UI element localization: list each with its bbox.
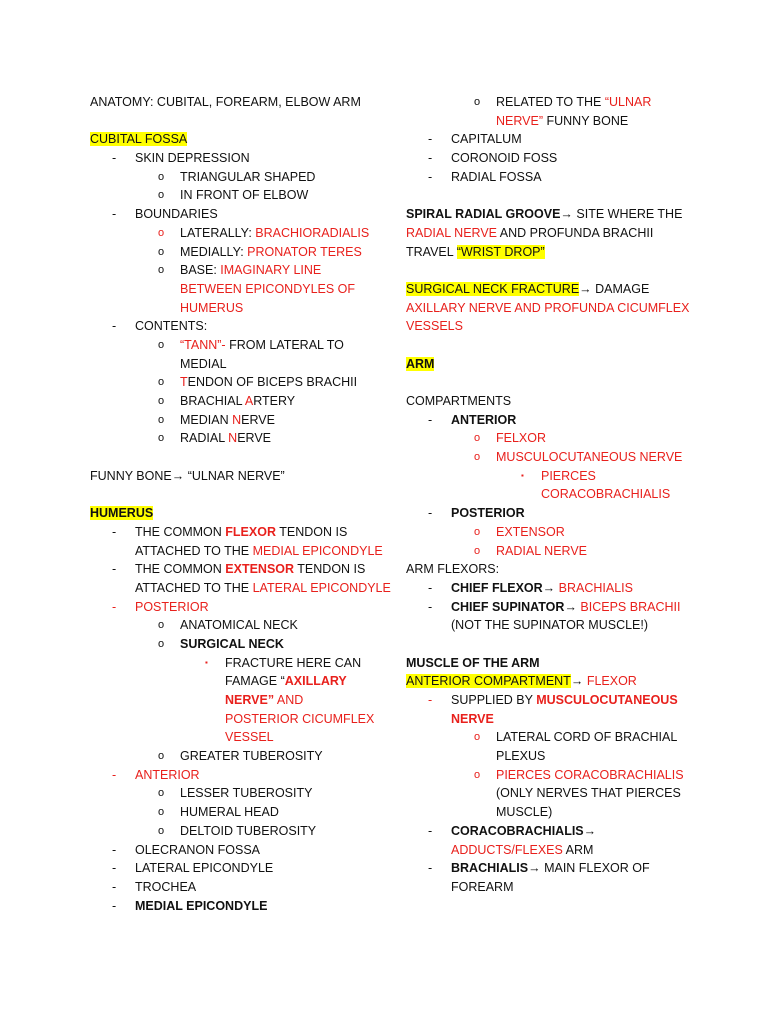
text-segment: → (570, 674, 587, 689)
text-line (406, 317, 696, 336)
list-item (90, 224, 390, 243)
text-line (406, 747, 696, 766)
text-segment: NERVE” (496, 113, 544, 128)
text-segment: FLEXOR (225, 524, 276, 539)
left-column (90, 93, 390, 915)
blank-line (406, 261, 696, 280)
text-segment: AND (274, 693, 304, 707)
circle-bullet-icon: o (158, 170, 165, 183)
text-line (406, 224, 696, 243)
dash-bullet-icon: - (112, 524, 117, 539)
text-line (90, 130, 390, 149)
dash-bullet-icon: - (428, 693, 433, 707)
text-segment: HUMERAL HEAD (180, 805, 279, 820)
text-line (406, 392, 696, 411)
highlighted-heading: SURGICAL NECK FRACTURE (406, 281, 580, 296)
list-item (406, 149, 696, 168)
circle-bullet-icon: o (474, 96, 481, 108)
text-segment: PIERCES (541, 468, 596, 483)
list-item (90, 186, 390, 205)
text-segment: CORONOID FOSS (451, 151, 558, 166)
blank-line (406, 186, 696, 205)
text-segment: BOUNDARIES (135, 207, 218, 222)
dash-bullet-icon: - (428, 506, 433, 521)
highlighted-heading: CUBITAL FOSSA (90, 132, 188, 147)
list-item (406, 859, 696, 878)
text-segment: LATERAL EPICONDYLE (252, 580, 391, 595)
text-segment: ANATOMICAL NECK (180, 618, 298, 633)
text-line (406, 243, 696, 262)
text-segment: ATTACHED TO THE (135, 580, 253, 595)
text-line (90, 467, 390, 486)
text-line (406, 205, 696, 224)
dash-bullet-icon: - (428, 861, 433, 876)
list-item (406, 579, 696, 598)
text-segment: → SITE WHERE THE (560, 207, 683, 222)
text-segment: HUMERUS (180, 300, 244, 315)
text-line (406, 560, 696, 579)
dash-bullet-icon: - (428, 823, 433, 838)
text-segment: TENDON IS (294, 562, 366, 577)
text-segment: LATERALLY: (180, 225, 256, 240)
text-segment: VESSEL (225, 730, 274, 745)
circle-bullet-icon: o (474, 768, 481, 781)
list-item (90, 859, 390, 878)
blank-line (406, 635, 696, 654)
text-line (406, 485, 696, 504)
highlighted-heading: “WRIST DROP” (456, 244, 545, 259)
text-segment: TENDON IS (275, 524, 348, 539)
text-segment: RADIAL NERVE (406, 225, 498, 240)
list-item (90, 841, 390, 860)
text-segment: AXILLARY NERVE AND PROFUNDA CICUMFLEX (406, 300, 690, 315)
text-line (406, 355, 696, 374)
text-segment: RELATED TO THE (496, 95, 605, 109)
text-segment: TRAVEL (406, 244, 457, 259)
text-segment: AND PROFUNDA BRACHII (497, 225, 654, 240)
list-item (406, 504, 696, 523)
text-segment: BICEPS BRACHII (580, 599, 681, 614)
circle-bullet-icon: o (158, 619, 165, 632)
text-segment: CORACOBRACHIALIS (451, 823, 584, 838)
circle-bullet-icon: o (158, 806, 165, 819)
text-segment: CONTENTS: (135, 319, 208, 334)
text-segment: ERVE (241, 412, 275, 427)
list-item (406, 93, 696, 112)
text-segment: N (228, 431, 238, 446)
text-segment: BRACHIALIS (558, 580, 633, 595)
blank-line (90, 485, 390, 504)
text-segment: EXTENSOR (496, 524, 565, 539)
text-segment: BASE: (180, 263, 221, 278)
text-segment: FRACTURE HERE CAN (225, 655, 362, 670)
list-item (90, 392, 390, 411)
text-segment: N (232, 412, 242, 427)
text-segment: T (180, 375, 188, 390)
text-segment: ARM (562, 842, 594, 857)
text-segment: FAMAGE “ (225, 674, 285, 689)
text-line (90, 299, 390, 318)
list-item (406, 429, 696, 448)
text-segment: MEDIALLY: (180, 244, 248, 259)
text-segment: SKIN DEPRESSION (135, 151, 250, 166)
text-segment: → (583, 823, 597, 838)
dash-bullet-icon: - (428, 580, 433, 595)
square-bullet-icon: ▪ (521, 470, 524, 480)
text-segment: POSTERIOR (451, 506, 525, 521)
list-item (406, 523, 696, 542)
circle-bullet-icon: o (158, 750, 165, 763)
text-line (90, 728, 390, 747)
list-item (406, 467, 696, 486)
text-segment: ENDON OF BICEPS BRACHII (187, 375, 358, 390)
text-segment: PRONATOR TERES (247, 244, 362, 259)
circle-bullet-icon: o (158, 395, 165, 407)
text-line (90, 579, 390, 598)
circle-bullet-icon: o (158, 787, 165, 800)
dash-bullet-icon: - (428, 132, 433, 147)
text-segment: ATTACHED TO THE (135, 543, 253, 558)
text-segment: MEDIAL (180, 356, 227, 371)
text-segment: COMPARTMENTS (406, 394, 512, 408)
list-item (406, 598, 696, 617)
list-item (90, 616, 390, 635)
text-segment: FOREARM (451, 879, 514, 894)
text-segment: MEDIAL EPICONDYLE (252, 543, 383, 558)
blank-line (406, 373, 696, 392)
text-segment: PIERCES CORACOBRACHIALIS (496, 767, 684, 782)
dash-bullet-icon: - (112, 562, 117, 577)
dash-bullet-icon: - (112, 207, 117, 222)
text-segment: THE COMMON (135, 562, 226, 577)
text-segment: POSTERIOR CICUMFLEX (225, 711, 375, 726)
text-segment: MUSCLE) (496, 805, 553, 820)
text-line (406, 803, 696, 822)
dash-bullet-icon: - (112, 861, 117, 876)
dash-bullet-icon: - (112, 767, 117, 782)
text-segment: → (564, 599, 581, 614)
text-segment: CAPITALUM (451, 132, 522, 147)
circle-bullet-icon: o (158, 189, 165, 202)
list-item (90, 243, 390, 262)
text-segment: MUSCULOCUTANEOUS (536, 693, 678, 707)
text-segment: RTERY (253, 394, 296, 408)
list-item (90, 429, 390, 448)
circle-bullet-icon: o (474, 731, 481, 744)
list-item (406, 130, 696, 149)
text-segment: IMAGINARY LINE (220, 263, 322, 278)
text-segment: OLECRANON FOSSA (135, 842, 261, 857)
blank-line (90, 448, 390, 467)
list-item (90, 766, 390, 785)
text-segment: SPIRAL RADIAL GROOVE (406, 207, 561, 222)
text-segment: BRACHIALIS (451, 861, 529, 876)
dash-bullet-icon: - (428, 412, 433, 427)
text-segment: → (542, 580, 559, 595)
list-item (90, 654, 390, 673)
text-segment: TRIANGULAR SHAPED (180, 169, 316, 184)
text-segment: ANTERIOR (451, 412, 517, 427)
circle-bullet-icon: o (158, 338, 165, 351)
list-item (406, 822, 696, 841)
dash-bullet-icon: - (112, 599, 117, 614)
highlighted-heading: ANTERIOR COMPARTMENT (406, 674, 571, 689)
list-item (90, 373, 390, 392)
text-line (406, 280, 696, 299)
text-segment: A (244, 394, 254, 408)
text-segment: RADIAL NERVE (496, 543, 588, 558)
list-item (90, 149, 390, 168)
circle-bullet-icon: o (158, 376, 165, 389)
text-segment: LATERAL EPICONDYLE (135, 861, 274, 876)
text-line (406, 672, 696, 691)
text-segment: ERVE (237, 431, 272, 446)
list-item (90, 897, 390, 916)
circle-bullet-icon: o (158, 637, 165, 650)
list-item (90, 261, 390, 280)
text-line (406, 784, 696, 803)
text-segment: ANATOMY: CUBITAL, FOREARM, ELBOW ARM (90, 95, 361, 109)
circle-bullet-icon: o (474, 451, 481, 464)
dash-bullet-icon: - (112, 879, 117, 894)
circle-bullet-icon: o (158, 413, 165, 426)
text-segment: MUSCLE OF THE ARM (406, 655, 540, 670)
dash-bullet-icon: - (112, 898, 117, 913)
text-segment: NERVE” (225, 693, 275, 707)
text-segment: ADDUCTS/FLEXES (451, 842, 563, 857)
text-segment: THE COMMON (135, 524, 226, 539)
text-segment: (NOT THE SUPINATOR MUSCLE!) (451, 618, 649, 633)
blank-line (406, 336, 696, 355)
text-segment: LATERAL CORD OF BRACHIAL (496, 730, 678, 745)
list-item (90, 598, 390, 617)
text-segment: FLEXOR (586, 674, 637, 689)
blank-line (90, 112, 390, 131)
text-segment: FUNNY BONE→ “ULNAR NERVE” (90, 468, 285, 483)
text-line (90, 355, 390, 374)
text-segment: SURGICAL NECK (180, 636, 284, 651)
text-line (406, 841, 696, 860)
circle-bullet-icon: o (158, 245, 165, 258)
text-segment: CHIEF SUPINATOR (451, 599, 565, 614)
text-segment: NERVE (451, 711, 494, 726)
text-segment: LESSER TUBEROSITY (180, 786, 313, 801)
list-item (406, 168, 696, 187)
text-segment: GREATER TUBEROSITY (180, 749, 323, 764)
text-segment: CHIEF FLEXOR (451, 580, 543, 595)
square-bullet-icon: ▪ (205, 657, 208, 667)
highlighted-heading: ARM (406, 356, 435, 371)
text-segment: → DAMAGE (579, 281, 650, 296)
list-item (406, 448, 696, 467)
text-segment: TROCHEA (135, 879, 197, 894)
list-item (90, 822, 390, 841)
list-item (406, 542, 696, 561)
text-line (90, 710, 390, 729)
list-item (90, 784, 390, 803)
text-line (90, 504, 390, 523)
text-segment: BRACHIAL (180, 394, 245, 408)
circle-bullet-icon: o (158, 226, 165, 239)
text-segment: MEDIAL EPICONDYLE (135, 898, 268, 913)
text-segment: BETWEEN EPICONDYLES OF (180, 281, 356, 296)
text-segment: BRACHIORADIALIS (255, 225, 370, 240)
list-item (406, 411, 696, 430)
text-line (406, 878, 696, 897)
list-item (90, 317, 390, 336)
text-segment: RADIAL (180, 431, 229, 446)
circle-bullet-icon: o (158, 432, 165, 445)
list-item (90, 411, 390, 430)
list-item (90, 803, 390, 822)
text-line (90, 672, 390, 691)
highlighted-heading: HUMERUS (90, 506, 154, 521)
dash-bullet-icon: - (428, 599, 433, 614)
list-item (90, 635, 390, 654)
text-segment: ANTERIOR (135, 767, 200, 782)
text-segment: → MAIN FLEXOR OF (528, 861, 650, 876)
dash-bullet-icon: - (112, 319, 117, 334)
text-line (90, 280, 390, 299)
list-item (406, 691, 696, 710)
list-item (90, 878, 390, 897)
list-item (90, 168, 390, 187)
right-column (406, 93, 696, 897)
text-segment: SUPPLIED BY (451, 693, 537, 707)
text-segment: RADIAL FOSSA (451, 169, 542, 184)
list-item (90, 336, 390, 355)
list-item (406, 766, 696, 785)
text-segment: “TANN”- (180, 337, 226, 352)
circle-bullet-icon: o (158, 824, 165, 837)
list-item (90, 560, 390, 579)
text-segment: CORACOBRACHIALIS (541, 487, 671, 502)
dash-bullet-icon: - (428, 151, 433, 166)
text-segment: (ONLY NERVES THAT PIERCES (496, 786, 681, 801)
circle-bullet-icon: o (158, 264, 165, 277)
list-item (90, 747, 390, 766)
text-segment: IN FRONT OF ELBOW (180, 188, 309, 203)
text-line (90, 93, 390, 112)
text-line (406, 710, 696, 729)
text-line (90, 691, 390, 710)
list-item (90, 523, 390, 542)
list-item (90, 205, 390, 224)
text-segment: VESSELS (406, 319, 463, 334)
text-line (406, 299, 696, 318)
text-segment: PLEXUS (496, 749, 546, 764)
text-line (90, 542, 390, 561)
text-segment: EXTENSOR (225, 562, 295, 577)
text-segment: DELTOID TUBEROSITY (180, 823, 317, 838)
text-line (406, 112, 696, 131)
text-line (406, 616, 696, 635)
text-segment: MUSCULOCUTANEOUS NERVE (496, 450, 683, 465)
circle-bullet-icon: o (474, 544, 481, 557)
text-segment: FELXOR (496, 431, 547, 446)
text-segment: FROM LATERAL TO (225, 337, 344, 352)
circle-bullet-icon: o (474, 432, 481, 445)
dash-bullet-icon: - (112, 151, 117, 166)
text-segment: MEDIAN (180, 412, 233, 427)
text-segment: AXILLARY (284, 674, 347, 689)
dash-bullet-icon: - (428, 169, 433, 184)
list-item (406, 728, 696, 747)
text-segment: “ULNAR (604, 95, 652, 109)
text-segment: ARM FLEXORS: (406, 562, 500, 577)
text-segment: FUNNY BONE (543, 113, 629, 128)
text-line (406, 654, 696, 673)
circle-bullet-icon: o (474, 525, 481, 538)
text-segment: POSTERIOR (135, 599, 209, 614)
dash-bullet-icon: - (112, 842, 117, 857)
